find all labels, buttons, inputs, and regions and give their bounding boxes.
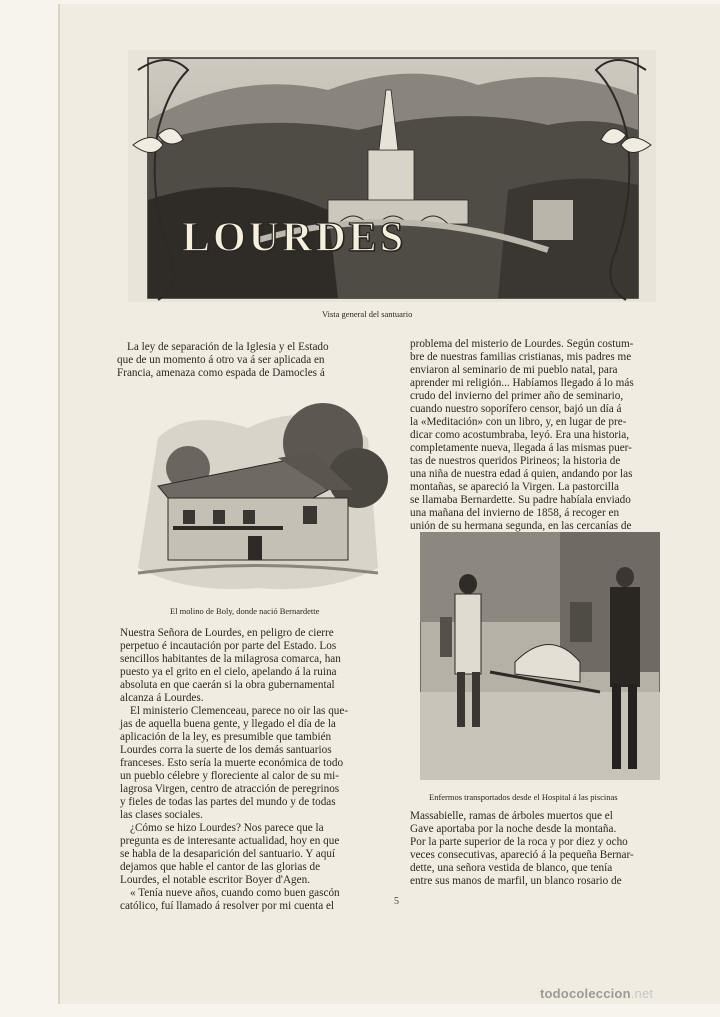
mill-caption: El molino de Boly, donde nació Bernardette [170, 606, 320, 616]
text-line: que de un momento á otro va á ser aplicada en [117, 354, 325, 366]
text-line: bre de nuestras familias cristianas, mis padres me [410, 351, 632, 363]
text-line: enviaron al seminario de mi pueblo natal, para [410, 364, 618, 376]
text-line: montañas, se apareció la Virgen. La pastorcilla [410, 481, 619, 493]
text-line: y fieles de todas las partes del mundo y de todas [120, 796, 336, 808]
text-line: puesto ya el grito en el cielo, apelando á la ruina [120, 666, 337, 678]
patients-photo [420, 532, 660, 780]
text-line: una niña de nuestra edad á quien, andando por las [410, 468, 633, 480]
text-line: absoluta en que caerán si la obra gubernamental [120, 679, 335, 691]
text-line: Massabielle, ramas de árboles muertos que el [410, 810, 613, 822]
text-left-bottom [120, 627, 388, 913]
text-line: la «Meditación» con un libro, y, en lugar de pre- [410, 416, 627, 428]
text-line: cuando nuestro soporífero censor, bajó un día á [410, 403, 622, 415]
text-line: tas de nuestros queridos Pirineos; la historia de [410, 455, 621, 467]
text-line: católico, fuí llamado á resolver por mi cuenta el [120, 900, 335, 912]
text-line: alcanza á Lourdes. [120, 692, 204, 704]
text-line: un pueblo célebre y floreciente al calor de su mi- [120, 770, 339, 782]
text-line: las clases sociales. [120, 809, 203, 821]
watermark-brand: todocoleccion [540, 986, 631, 1001]
text-line: jas de aquella buena gente, y llegado el día de la [120, 718, 336, 730]
text-line: aplicación de la ley, es presumible que también [120, 731, 332, 743]
text-line: completamente nueva, llegada á las mismas puer- [410, 442, 632, 454]
text-right-top [410, 338, 660, 533]
text-line: una mañana del invierno de 1858, á recoger en [410, 507, 620, 519]
text-line: crudo del invierno del primer año de seminario, [410, 390, 624, 402]
mill-illustration [128, 398, 388, 594]
text-line: dicar como acostumbraba, leyó. Era una historia, [410, 429, 630, 441]
sanctuary-banner-illustration [128, 50, 656, 302]
watermark-domain: .net [630, 986, 654, 1001]
banner-caption: Vista general del santuario [322, 309, 413, 319]
text-line: dejamos que hable el cantor de las glorias de [120, 861, 321, 873]
text-line: franceses. Esto sería la muerte económica de todo [120, 757, 344, 769]
page-number: 5 [394, 896, 399, 907]
patients-caption: Enfermos transportados desde el Hospital á las piscinas [429, 792, 618, 802]
text-right-bottom [410, 810, 660, 888]
text-line: La ley de separación de la Iglesia y el Estado [127, 341, 329, 353]
text-line: Por la parte superior de la roca y por diez y ocho [410, 836, 628, 848]
text-line: se llamaba Bernardette. Su padre habíala enviado [410, 494, 631, 506]
text-line: aprender mi religión... Habíamos llegado á lo más [410, 377, 634, 389]
text-line: pregunta es de interesante actualidad, hoy en que [120, 835, 340, 847]
text-line: El ministerio Clemenceau, parece no oir las que- [130, 705, 349, 717]
text-line: perpetuo é incautación por parte del Estado. Los [120, 640, 337, 652]
article-title: LOURDES [182, 215, 407, 261]
text-line: dette, una señora vestida de blanco, que tenía [410, 862, 613, 874]
text-line: se habla de la desaparición del santuario. Y aquí [120, 848, 336, 860]
text-line: Gave aportaba por la noche desde la montaña. [410, 823, 617, 835]
text-line: lagrosa Virgen, centro de atracción de peregrinos [120, 783, 340, 795]
text-line: Nuestra Señora de Lourdes, en peligro de cierre [120, 627, 334, 639]
text-line: ¿Cómo se hizo Lourdes? Nos parece que la [130, 822, 324, 834]
text-line: « Tenía nueve años, cuando como buen gascón [130, 887, 340, 899]
text-line: problema del misterio de Lourdes. Según costum- [410, 338, 634, 350]
watermark [540, 986, 653, 1001]
text-line: Lourdes corra la suerte de los demás santuarios [120, 744, 332, 756]
text-line: sencillos habitantes de la milagrosa comarca, han [120, 653, 341, 665]
text-line: entre sus manos de marfil, un blanco rosario de [410, 875, 622, 887]
text-line: unión de su hermana segunda, en las cercanías de [410, 520, 632, 532]
text-left-top [117, 341, 387, 380]
text-line: Lourdes, el notable escritor Boyer d'Agen. [120, 874, 310, 886]
text-line: veces consecutivas, apareció á la pequeña Bernar- [410, 849, 634, 861]
text-line: Francia, amenaza como espada de Damocles á [117, 367, 325, 379]
